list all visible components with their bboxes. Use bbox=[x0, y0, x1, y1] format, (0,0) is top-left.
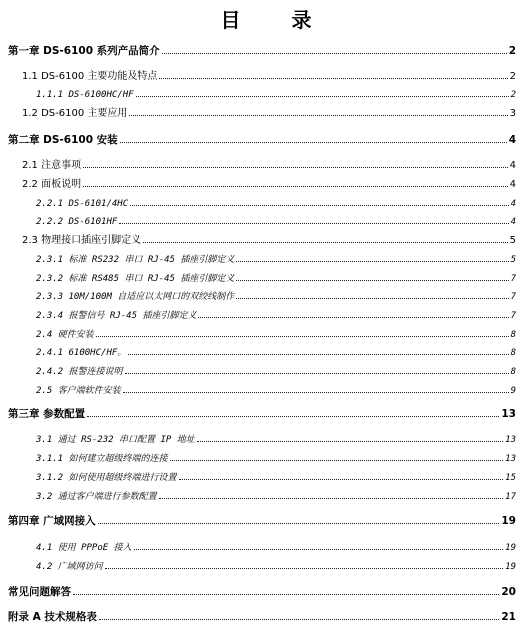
toc-entry-text: 3.1 通过 RS-232 串口配置 IP 地址 bbox=[36, 435, 195, 445]
toc-page-number: 19 bbox=[505, 562, 516, 572]
dot-leader bbox=[162, 44, 507, 54]
dot-leader bbox=[128, 345, 508, 355]
toc-entry-text: 2.3.4 报警信号 RJ-45 插座引脚定义 bbox=[36, 311, 197, 321]
dot-leader bbox=[99, 610, 499, 620]
dot-leader bbox=[129, 106, 507, 116]
page-title: 目 录 bbox=[220, 8, 334, 32]
dot-leader bbox=[159, 489, 503, 499]
toc-entry-text: 3.2 通过客户端进行参数配置 bbox=[36, 492, 157, 502]
toc-entry-subsection[interactable] bbox=[36, 451, 516, 465]
toc-entry-section[interactable] bbox=[22, 177, 516, 191]
toc-entry-text: 2.2.1 DS-6101/4HC bbox=[36, 199, 129, 209]
dot-leader bbox=[125, 364, 509, 374]
dot-leader bbox=[105, 559, 503, 569]
toc-entry-text: 2.4 硬件安装 bbox=[36, 330, 94, 340]
toc-page-number: 8 bbox=[510, 330, 516, 340]
toc-page-number: 13 bbox=[505, 454, 516, 464]
toc-entry-subsection[interactable] bbox=[36, 308, 516, 322]
toc-entry-subsection[interactable] bbox=[36, 364, 516, 378]
toc-entry-text: 2.3.3 10M/100M 自适应以太网口的双绞线制作 bbox=[36, 292, 235, 302]
toc-page-number: 19 bbox=[501, 515, 516, 527]
toc-entry-subsection[interactable] bbox=[36, 252, 516, 266]
toc-entry-section[interactable] bbox=[22, 233, 516, 247]
dot-leader bbox=[143, 233, 508, 243]
toc-page-number: 13 bbox=[505, 435, 516, 445]
toc-entry-subsection[interactable] bbox=[36, 470, 516, 484]
dot-leader bbox=[236, 271, 508, 281]
toc-entry-appendix-a[interactable] bbox=[8, 610, 516, 624]
toc-entry-subsection[interactable] bbox=[36, 289, 516, 303]
toc-entry-chapter-4[interactable] bbox=[8, 514, 516, 528]
dot-leader bbox=[159, 69, 507, 79]
dot-leader bbox=[198, 308, 508, 318]
toc-entry-section[interactable] bbox=[22, 158, 516, 172]
dot-leader bbox=[136, 87, 509, 97]
toc-entry-text: 2.3 物理接口插座引脚定义 bbox=[22, 235, 142, 246]
toc-page-number: 3 bbox=[509, 108, 516, 119]
toc-entry-section[interactable] bbox=[36, 559, 516, 573]
dot-leader bbox=[134, 540, 504, 550]
toc-page-number: 13 bbox=[501, 408, 516, 420]
toc-page-number: 4 bbox=[509, 160, 516, 171]
toc-page-number: 5 bbox=[510, 255, 516, 265]
dot-leader bbox=[120, 133, 507, 143]
dot-leader bbox=[96, 327, 509, 337]
dot-leader bbox=[236, 289, 508, 299]
toc-entry-text: 2.5 客户端软件安装 bbox=[36, 386, 121, 396]
toc-page-number: 5 bbox=[509, 235, 516, 246]
toc-page-number: 20 bbox=[501, 586, 516, 598]
toc-page-number: 4 bbox=[510, 217, 516, 227]
toc-entry-text: 附录 A 技术规格表 bbox=[8, 611, 97, 623]
dot-leader bbox=[123, 383, 509, 393]
toc-entry-subsection[interactable] bbox=[36, 196, 516, 210]
toc-entry-text: 第一章 DS-6100 系列产品简介 bbox=[8, 45, 160, 57]
toc-entry-text: 2.3.1 标准 RS232 串口 RJ-45 插座引脚定义 bbox=[36, 255, 235, 265]
toc-entry-text: 4.2 广域网访问 bbox=[36, 562, 103, 572]
toc-page-number: 17 bbox=[505, 492, 516, 502]
dot-leader bbox=[83, 177, 508, 187]
toc-page-number: 21 bbox=[501, 611, 516, 623]
toc-entry-subsection[interactable] bbox=[36, 271, 516, 285]
toc-page-number: 9 bbox=[510, 386, 516, 396]
toc-entry-chapter-1[interactable] bbox=[8, 44, 516, 58]
toc-entry-section[interactable] bbox=[36, 432, 516, 446]
toc-entry-section[interactable] bbox=[22, 106, 516, 120]
toc-entry-section[interactable] bbox=[22, 69, 516, 83]
toc-page-number: 8 bbox=[510, 348, 516, 358]
toc-entry-text: 2.1 注意事项 bbox=[22, 160, 82, 171]
toc-page-number: 4 bbox=[509, 179, 516, 190]
dot-leader bbox=[179, 470, 504, 480]
dot-leader bbox=[170, 451, 504, 461]
toc-entry-subsection[interactable] bbox=[36, 87, 516, 101]
dot-leader bbox=[130, 196, 508, 206]
toc-page-number: 15 bbox=[505, 473, 516, 483]
toc-entry-text: 第四章 广域网接入 bbox=[8, 515, 96, 527]
dot-leader bbox=[119, 214, 508, 224]
toc-entry-section[interactable] bbox=[36, 383, 516, 397]
toc-entry-text: 2.3.2 标准 RS485 串口 RJ-45 插座引脚定义 bbox=[36, 274, 235, 284]
dot-leader bbox=[87, 407, 499, 417]
toc-entry-text: 3.1.2 如何使用超级终端进行设置 bbox=[36, 473, 177, 483]
toc-entry-section[interactable] bbox=[36, 540, 516, 554]
toc-entry-text: 2.2 面板说明 bbox=[22, 179, 82, 190]
toc-entry-text: 1.1.1 DS-6100HC/HF bbox=[36, 90, 134, 100]
toc-entry-subsection[interactable] bbox=[36, 214, 516, 228]
toc-page-number: 2 bbox=[510, 90, 516, 100]
toc-entry-text: 4.1 使用 PPPoE 接入 bbox=[36, 543, 132, 553]
toc-entry-text: 3.1.1 如何建立超级终端的连接 bbox=[36, 454, 168, 464]
toc-entry-faq[interactable] bbox=[8, 585, 516, 599]
toc-page-number: 7 bbox=[510, 274, 516, 284]
toc-page-number: 4 bbox=[508, 134, 516, 146]
toc-entry-text: 2.4.1 6100HC/HF。 bbox=[36, 348, 127, 358]
toc-entry-text: 2.2.2 DS-6101HF bbox=[36, 217, 118, 227]
dot-leader bbox=[197, 432, 503, 442]
toc-entry-section[interactable] bbox=[36, 489, 516, 503]
toc-page-number: 19 bbox=[505, 543, 516, 553]
toc-entry-text: 2.4.2 报警连接说明 bbox=[36, 367, 123, 377]
dot-leader bbox=[236, 252, 508, 262]
toc-entry-section[interactable] bbox=[36, 327, 516, 341]
toc-page-number: 2 bbox=[508, 45, 516, 57]
toc-entry-text: 常见问题解答 bbox=[8, 586, 71, 598]
toc-page-number: 4 bbox=[510, 199, 516, 209]
toc-entry-text: 1.1 DS-6100 主要功能及特点 bbox=[22, 71, 158, 82]
toc-page-number: 7 bbox=[510, 311, 516, 321]
dot-leader bbox=[83, 158, 508, 168]
dot-leader bbox=[73, 585, 499, 595]
toc-entry-subsection[interactable] bbox=[36, 345, 516, 359]
toc-page-number: 8 bbox=[510, 367, 516, 377]
toc-entry-text: 第二章 DS-6100 安装 bbox=[8, 134, 118, 146]
toc-entry-chapter-3[interactable] bbox=[8, 407, 516, 421]
dot-leader bbox=[98, 514, 500, 524]
toc-entry-text: 第三章 参数配置 bbox=[8, 408, 86, 420]
toc-page-number: 7 bbox=[510, 292, 516, 302]
toc-entry-text: 1.2 DS-6100 主要应用 bbox=[22, 108, 128, 119]
toc-page-number: 2 bbox=[509, 71, 516, 82]
toc-entry-chapter-2[interactable] bbox=[8, 133, 516, 147]
